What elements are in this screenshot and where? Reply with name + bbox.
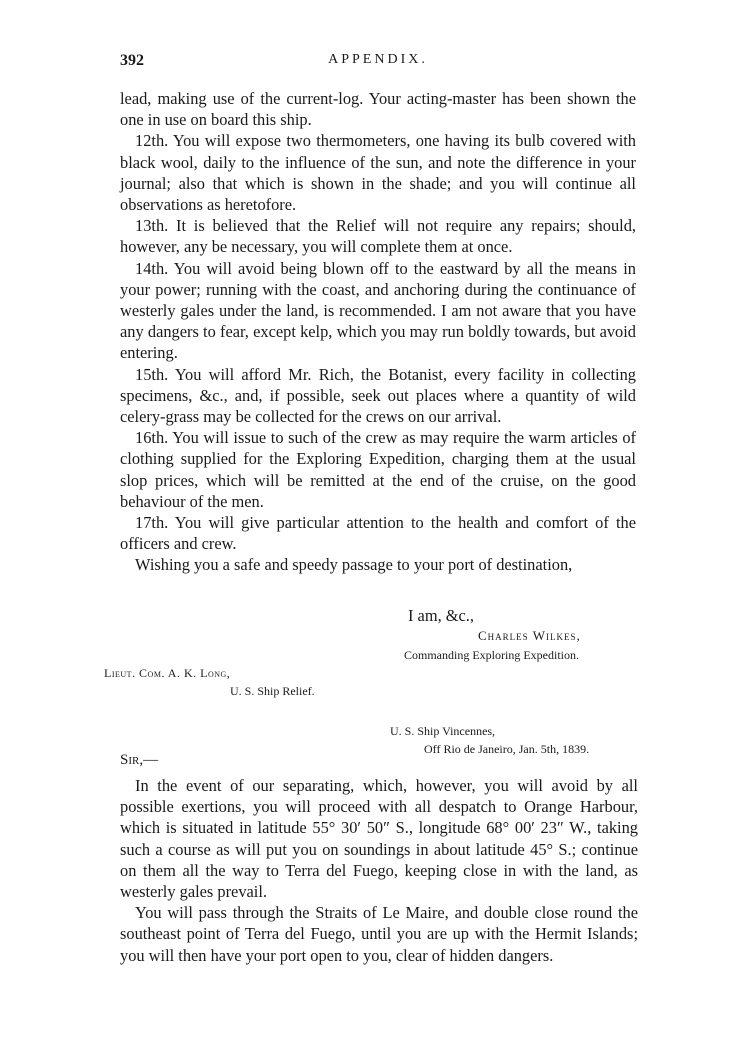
paragraph-14th: 14th. You will avoid being blown off to the eastward by all the means in your power; running with the coast, and anchoring during the continuance of westerly gales under the land, is recommended. I am not aware that you have any dangers to fear, except kelp, which you may run boldly towards, but avoid entering. — [120, 258, 636, 363]
addressee-block — [104, 664, 315, 700]
addressee-name: Lieut. Com. A. K. Long, — [104, 666, 231, 680]
signer-role: Commanding Exploring Expedition. — [404, 648, 579, 662]
salutation: Sir,— — [120, 752, 159, 768]
paragraph-continuation: lead, making use of the current-log. Your acting-master has been shown the one in use on board this ship. — [120, 89, 636, 130]
paragraph-15th: 15th. You will afford Mr. Rich, the Botanist, every facility in collecting specimens, &c., and, if possible, seek out places where a quantity of wild celery-grass may be collected for the crews on our arrival. — [120, 364, 636, 427]
letter-body — [120, 88, 636, 576]
paragraph-separating: In the event of our separating, which, however, you will avoid by all possible exertions, you will proceed with all despatch to Orange Harbour, which is situated in latitude 55° 30′ 50″ S., longitude 68° 00′ 23″ W., taking such a course as will put you on soundings in about latitude 45° S.; continue on them all the way to Terra del Fuego, keeping close in with the land, as westerly gales prevail. — [120, 776, 638, 902]
running-head: APPENDIX. — [328, 52, 428, 67]
paragraph-straits: You will pass through the Straits of Le Maire, and double close round the southeast point of Terra del Fuego, until you are up with the Hermit Islands; you will then have your port open to you, clear of hidden dangers. — [120, 903, 638, 965]
paragraph-12th: 12th. You will expose two thermometers, one having its bulb covered with black wool, daily to the influence of the sun, and note the difference in your journal; also that which is shown in the shade; and you will continue all observations as heretofore. — [120, 131, 636, 215]
page-number: 392 — [120, 52, 144, 69]
letter-date-line: Off Rio de Janeiro, Jan. 5th, 1839. — [424, 742, 590, 756]
paragraph-16th: 16th. You will issue to such of the crew as may require the warm articles of clothing supplied for the Exploring Expedition, charging them at the usual slop prices, which will be remitted at the end of the cruise, on the good behaviour of the men. — [120, 428, 636, 511]
page-header — [120, 52, 636, 72]
paragraph-wishing: Wishing you a safe and speedy passage to your port of destination, — [135, 555, 573, 575]
addressee-ship: U. S. Ship Relief. — [230, 684, 315, 698]
signer-name: Charles Wilkes, — [478, 628, 581, 643]
signoff: I am, &c., — [408, 606, 474, 625]
paragraph-17th: 17th. You will give particular attention to the health and comfort of the officers and crew. — [120, 513, 636, 554]
letter-location: U. S. Ship Vincennes, — [390, 724, 496, 738]
letter-location-block — [390, 722, 589, 758]
paragraph-13th: 13th. It is believed that the Relief will not require any repairs; should, however, any be necessary, you will complete them at once. — [120, 216, 636, 257]
second-letter-body — [120, 775, 638, 966]
